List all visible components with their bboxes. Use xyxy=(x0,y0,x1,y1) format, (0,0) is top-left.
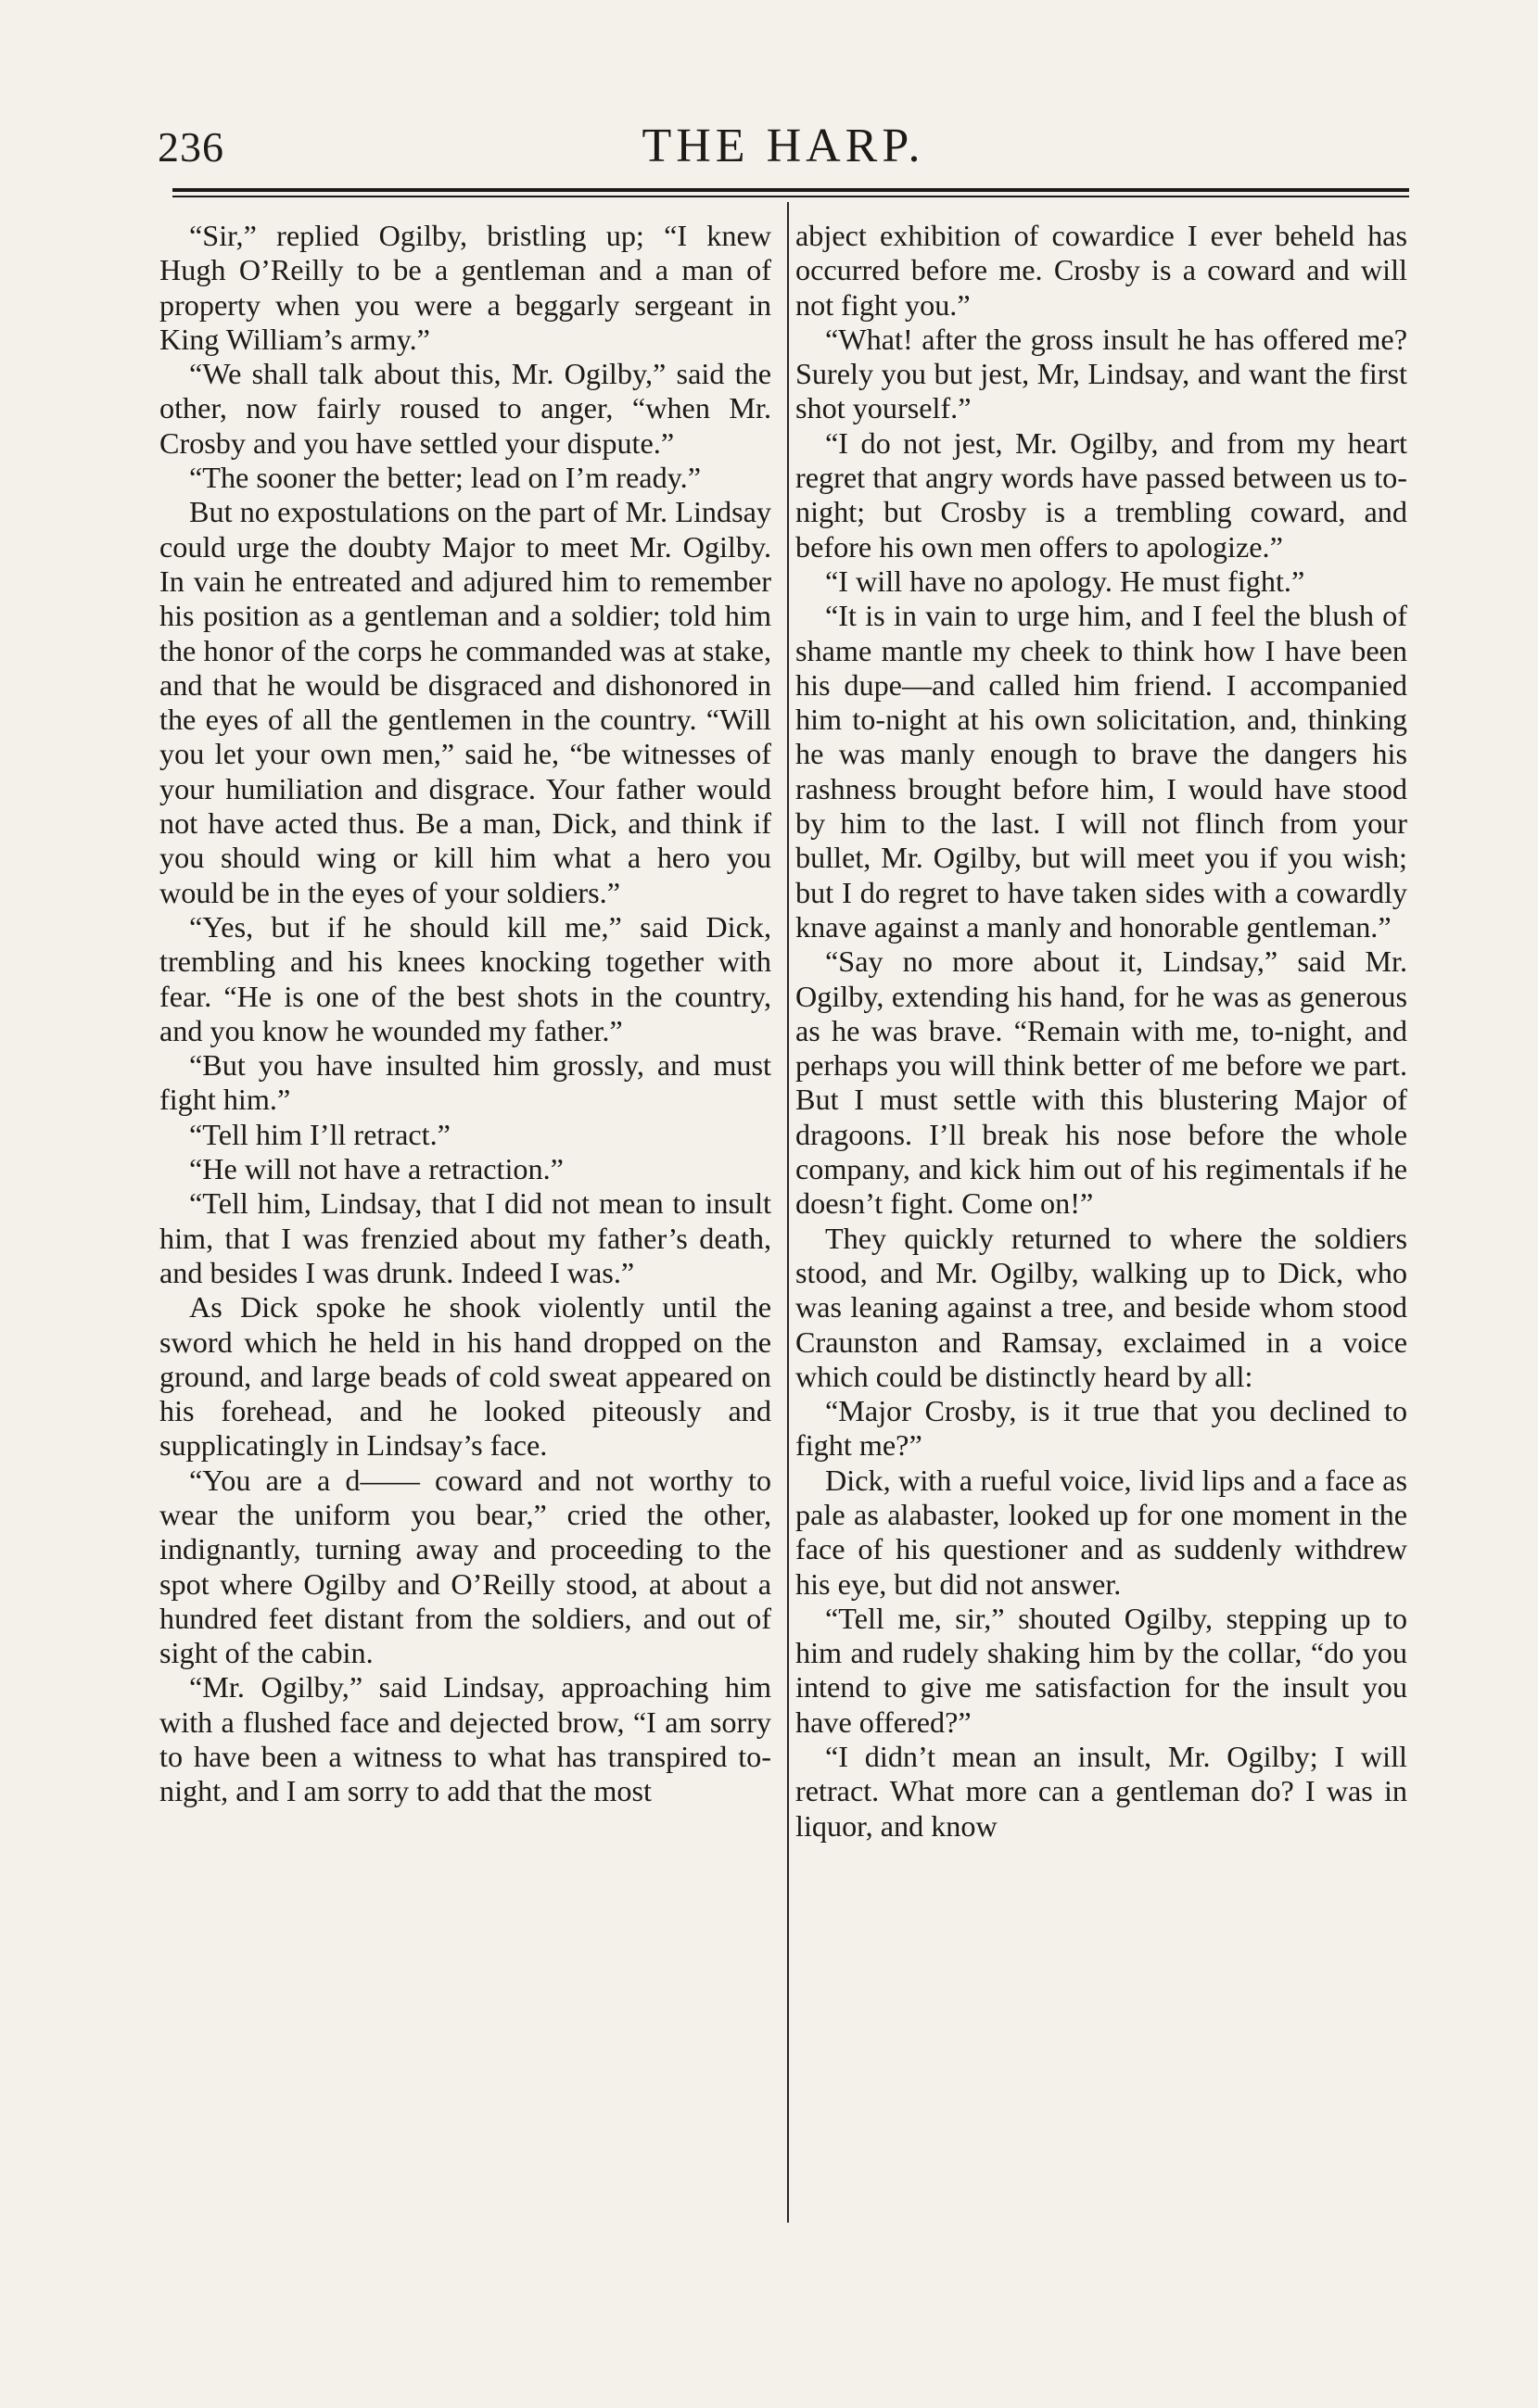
paragraph: They quickly returned to where the soldiers stood, and Mr. Ogilby, walking up to Dick, who was leaning against a tree, and beside whom stood Craunston and Ramsay, exclaimed in a voice which could be distinctly heard by all: xyxy=(795,1221,1407,1393)
column-divider xyxy=(787,202,789,2223)
right-column xyxy=(795,219,1407,1844)
paragraph: “We shall talk about this, Mr. Ogilby,” said the other, now fairly roused to anger, “when Mr. Crosby and you have settled your dispute.” xyxy=(159,357,771,460)
paragraph: “I will have no apology. He must fight.” xyxy=(825,564,1305,598)
paragraph: “He will not have a retraction.” xyxy=(189,1152,564,1186)
paragraph: “Sir,” replied Ogilby, bristling up; “I knew Hugh O’Reilly to be a gentleman and a man of property when you were a beggarly sergeant in King William’s army.” xyxy=(159,219,771,356)
page-header xyxy=(158,119,1409,184)
paragraph: “Tell him, Lindsay, that I did not mean to insult him, that I was frenzied about my father’s death, and besides I was drunk. Indeed I was.” xyxy=(159,1186,771,1289)
paragraph: But no expostulations on the part of Mr. Lindsay could urge the doubty Major to meet Mr. Ogilby. In vain he entreated and adjured him to remember his position as a gentleman and a soldier; told him the honor of the corps he commanded was at stake, and that he would be disgraced and dishonored in the eyes of all the gentlemen in the country. “Will you let your own men,” said he, “be witnesses of your humiliation and disgrace. Your father would not have acted thus. Be a man, Dick, and think if you should wing or kill him what a hero you would be in the eyes of your soldiers.” xyxy=(159,495,771,909)
paragraph: “I do not jest, Mr. Ogilby, and from my heart regret that angry words have passed between us to-night; but Crosby is a trembling coward, and before his own men offers to apologize.” xyxy=(795,425,1407,564)
header-rule-thick xyxy=(172,188,1409,192)
header-rule-thin xyxy=(172,196,1409,197)
paragraph: “Say no more about it, Lindsay,” said Mr. Ogilby, extending his hand, for he was as generous as he was brave. “Remain with me, to-night, and perhaps you will think better of me before we part. But I must settle with this blustering Major of dragoons. I’ll break his nose before the whole company, and kick him out of his regimentals if he doesn’t fight. Come on!” xyxy=(795,944,1407,1221)
running-title: THE HARP. xyxy=(642,120,925,172)
paragraph: “Tell him I’ll retract.” xyxy=(189,1117,451,1151)
paragraph: “What! after the gross insult he has offered me? Surely you but jest, Mr, Lindsay, and want the first shot yourself.” xyxy=(795,322,1407,425)
paragraph: “You are a d—— coward and not worthy to wear the uniform you bear,” cried the other, indignantly, turning away and proceeding to the spot where Ogilby and O’Reilly stood, at about a hundred feet distant from the soldiers, and out of sight of the cabin. xyxy=(159,1463,771,1670)
paragraph: “Mr. Ogilby,” said Lindsay, approaching him with a flushed face and dejected brow, “I am sorry to have been a witness to what has transpired to-night, and I am sorry to add that the most xyxy=(159,1670,771,1808)
paragraph: “Yes, but if he should kill me,” said Dick, trembling and his knees knocking together with fear. “He is one of the best shots in the country, and you know he wounded my father.” xyxy=(159,909,771,1047)
paragraph: “The sooner the better; lead on I’m ready.” xyxy=(189,461,701,495)
left-column xyxy=(159,219,771,1809)
paragraph: “But you have insulted him grossly, and must fight him.” xyxy=(159,1048,771,1117)
paragraph: “Major Crosby, is it true that you declined to fight me?” xyxy=(795,1394,1407,1463)
paragraph: Dick, with a rueful voice, livid lips and a face as pale as alabaster, looked up for one moment in the face of his questioner and as suddenly withdrew his eye, but did not answer. xyxy=(795,1463,1407,1601)
paragraph-continued: abject exhibition of cowardice I ever beheld has occurred before me. Crosby is a coward and will not fight you.” xyxy=(795,219,1407,322)
paragraph: As Dick spoke he shook violently until the sword which he held in his hand dropped on the ground, and large beads of cold sweat appeared on his forehead, and he looked piteously and supplicatingly in Lindsay’s face. xyxy=(159,1290,771,1463)
paragraph: “It is in vain to urge him, and I feel the blush of shame mantle my cheek to think how I have been his dupe—and called him friend. I accompanied him to-night at his own solicitation, and, thinking he was manly enough to brave the dangers his rashness brought before him, I would have stood by him to the last. I will not flinch from your bullet, Mr. Ogilby, but will meet you if you wish; but I do regret to have taken sides with a cowardly knave against a manly and honorable gentleman.” xyxy=(795,599,1407,944)
paragraph: “Tell me, sir,” shouted Ogilby, stepping up to him and rudely shaking him by the collar, “do you intend to give me satisfaction for the insult you have offered?” xyxy=(795,1601,1407,1739)
page-number: 236 xyxy=(158,123,224,171)
paragraph: “I didn’t mean an insult, Mr. Ogilby; I will retract. What more can a gentleman do? I was in liquor, and know xyxy=(795,1740,1407,1843)
